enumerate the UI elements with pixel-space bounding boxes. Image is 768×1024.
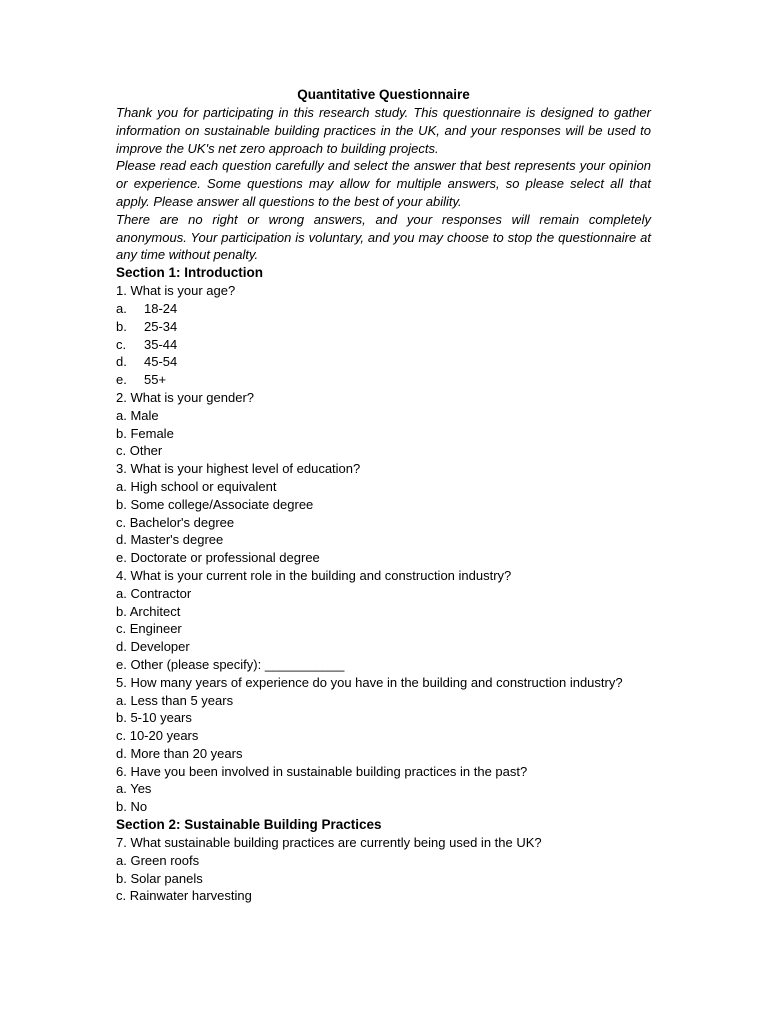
option-item: b. Solar panels (116, 870, 203, 886)
option-item (116, 353, 651, 371)
option-item: c. 10-20 years (116, 728, 199, 744)
option-item: a. Green roofs (116, 852, 200, 868)
option-item (116, 371, 651, 389)
document-page (116, 86, 651, 905)
option-text: 25-34 (144, 318, 178, 334)
option-text: 45-54 (144, 354, 178, 370)
option-item: b. Architect (116, 603, 181, 619)
option-item: a. High school or equivalent (116, 478, 277, 494)
option-item: a. Less than 5 years (116, 692, 234, 708)
question-5: 5. How many years of experience do you have in the building and construction industry? (116, 674, 623, 690)
option-item: a. Contractor (116, 585, 192, 601)
option-text: 35-44 (144, 336, 178, 352)
question-3: 3. What is your highest level of education? (116, 461, 361, 477)
intro-block (116, 104, 651, 264)
option-item: e. Doctorate or professional degree (116, 550, 320, 566)
intro-paragraph: Thank you for participating in this research study. This questionnaire is designed to gather information on sustainable building practices in the UK, and your responses will be used to improve the UK's net zero approach to building projects. (116, 105, 651, 156)
option-item: e. Other (please specify): ___________ (116, 656, 345, 672)
option-item: c. Other (116, 443, 163, 459)
option-item (116, 300, 651, 318)
option-item: b. Female (116, 425, 174, 441)
option-item: d. More than 20 years (116, 745, 243, 761)
option-item: c. Bachelor's degree (116, 514, 235, 530)
document-title: Quantitative Questionnaire (297, 87, 470, 102)
option-item: d. Developer (116, 639, 190, 655)
question-4: 4. What is your current role in the building and construction industry? (116, 567, 512, 583)
option-text: 18-24 (144, 300, 178, 316)
option-item: b. 5-10 years (116, 710, 192, 726)
option-item: d. Master's degree (116, 532, 224, 548)
option-item (116, 318, 651, 336)
option-item: c. Rainwater harvesting (116, 888, 252, 904)
option-item (116, 336, 651, 354)
question-1: 1. What is your age? (116, 283, 236, 299)
option-item: b. No (116, 799, 148, 815)
option-item: b. Some college/Associate degree (116, 496, 314, 512)
option-letter: a. (116, 300, 127, 316)
intro-paragraph: There are no right or wrong answers, and your responses will remain completely anonymous. Your participation is voluntary, and you may choose to stop the questionnaire at any time without penalty. (116, 211, 651, 263)
option-item: c. Engineer (116, 621, 182, 637)
section-1-heading: Section 1: Introduction (116, 265, 263, 281)
option-item: a. Yes (116, 781, 152, 797)
option-letter: b. (116, 318, 127, 334)
question-2: 2. What is your gender? (116, 389, 255, 405)
section-2-heading: Section 2: Sustainable Building Practices (116, 817, 382, 833)
intro-paragraph: Please read each question carefully and select the answer that best represents your opinion or experience. Some questions may allow for multiple answers, so please select all that apply. Please answer all questions to the best of your ability. (116, 158, 651, 209)
question-7: 7. What sustainable building practices are currently being used in the UK? (116, 835, 542, 851)
option-letter: d. (116, 354, 127, 370)
option-text: 55+ (144, 372, 167, 388)
option-item: a. Male (116, 407, 159, 423)
question-6: 6. Have you been involved in sustainable building practices in the past? (116, 763, 528, 779)
option-letter: e. (116, 372, 127, 388)
option-letter: c. (116, 336, 127, 352)
